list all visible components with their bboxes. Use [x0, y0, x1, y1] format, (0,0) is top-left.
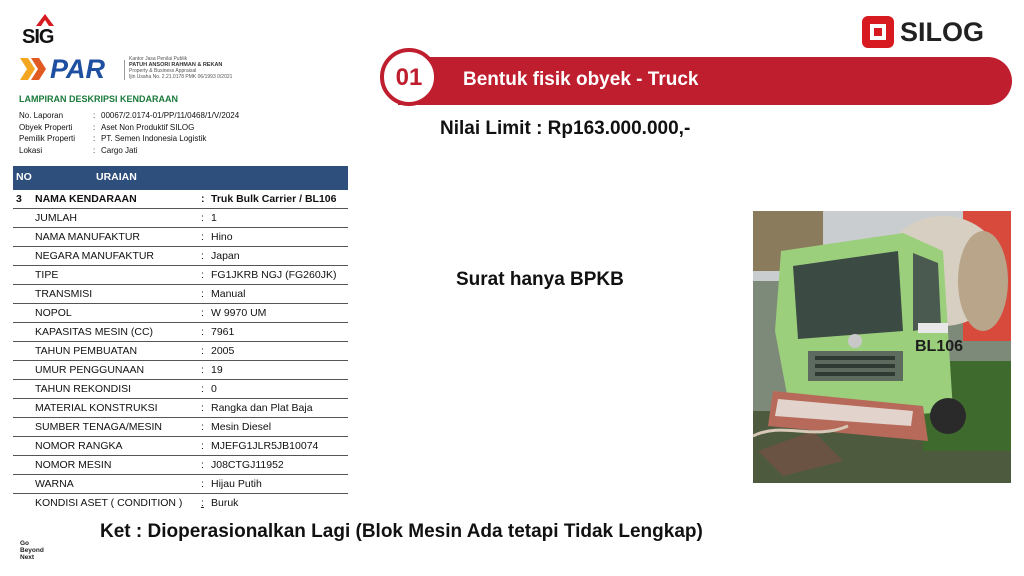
meta-row: Obyek Properti : Aset Non Produktif SILOG	[19, 122, 195, 132]
section-number: 01	[395, 64, 423, 91]
silog-logo	[862, 14, 1004, 50]
table-row: WARNA : Hijau Putih	[13, 475, 348, 494]
row-label: JUMLAH	[35, 212, 78, 224]
table-body	[13, 209, 348, 512]
sig-logo-text: SIG	[22, 26, 54, 48]
row-value: J08CTGJ11952	[211, 459, 284, 471]
row-label: TIPE	[35, 269, 59, 281]
row-value: Mesin Diesel	[211, 421, 272, 433]
limit-value: Nilai Limit : Rp163.000.000,-	[440, 118, 691, 139]
meta-key: Lokasi	[19, 145, 43, 155]
row-value: MJEFG1JLR5JB10074	[211, 440, 319, 452]
truck-photo	[753, 211, 1011, 483]
row-value: 0	[211, 383, 217, 395]
firm-line: Kantor Jasa Penilai Publik	[129, 56, 188, 62]
meta-key: Obyek Properti	[19, 122, 73, 132]
row-label: NEGARA MANUFAKTUR	[35, 250, 155, 262]
par-logo	[20, 56, 120, 84]
row-value: Hino	[211, 231, 233, 243]
firm-name: PATUH ANSORI RAHMAN & REKAN	[129, 62, 223, 68]
go-beyond-next-logo: Go Beyond Next	[20, 540, 44, 561]
meta-row: Lokasi : Cargo Jati	[19, 145, 138, 155]
row-value: W 9970 UM	[211, 307, 267, 319]
row-label: SUMBER TENAGA/MESIN	[35, 421, 162, 433]
row-value: Japan	[211, 250, 240, 262]
row-label: TRANSMISI	[35, 288, 93, 300]
table-row: TRANSMISI : Manual	[13, 285, 348, 304]
meta-value: Aset Non Produktif SILOG	[101, 122, 195, 132]
row-value: 19	[211, 364, 223, 376]
meta-value: PT. Semen Indonesia Logistik	[101, 134, 207, 143]
truck-image	[753, 211, 1011, 483]
table-row: UMUR PENGGUNAAN : 19	[13, 361, 348, 380]
meta-value: Cargo Jati	[101, 145, 138, 155]
truck-label: BL106	[915, 338, 964, 355]
logo-divider	[124, 60, 125, 80]
vehicle-spec-table	[13, 166, 348, 512]
table-row: NOPOL : W 9970 UM	[13, 304, 348, 323]
meta-value: 00067/2.0174-01/PP/11/0468/1/V/2024	[101, 111, 240, 120]
section-number-badge	[380, 48, 438, 106]
table-row: NEGARA MANUFAKTUR : Japan	[13, 247, 348, 266]
silog-mark-icon	[862, 16, 894, 48]
table-row: MATERIAL KONSTRUKSI : Rangka dan Plat Baja	[13, 399, 348, 418]
section-title: Bentuk fisik obyek - Truck	[463, 69, 699, 90]
table-row: KONDISI ASET ( CONDITION ) : Buruk	[35, 497, 239, 509]
table-row: NOMOR MESIN : J08CTGJ11952	[13, 456, 348, 475]
row-value: Hijau Putih	[211, 478, 262, 490]
row-value: Buruk	[211, 497, 239, 509]
table-row: SUMBER TENAGA/MESIN : Mesin Diesel	[13, 418, 348, 437]
silog-logo-text: SILOG	[900, 17, 985, 47]
meta-key: Pemilik Properti	[19, 134, 76, 143]
table-row: TAHUN PEMBUATAN : 2005	[13, 342, 348, 361]
table-row: KAPASITAS MESIN (CC) : 7961	[13, 323, 348, 342]
par-chevron-icon	[20, 58, 48, 80]
table-row: JUMLAH : 1	[13, 209, 348, 228]
row-value: 2005	[211, 345, 235, 357]
meta-key: No. Laporan	[19, 111, 64, 120]
table-row: NOMOR RANGKA : MJEFG1JLR5JB10074	[13, 437, 348, 456]
document-meta	[19, 110, 239, 156]
header-no: NO	[16, 171, 32, 183]
row-label: TAHUN PEMBUATAN	[35, 345, 138, 357]
row-label: MATERIAL KONSTRUKSI	[35, 402, 158, 414]
header-uraian: URAIAN	[96, 171, 137, 183]
row-value: FG1JKRB NGJ (FG260JK)	[211, 269, 337, 281]
document-note: Surat hanya BPKB	[456, 269, 624, 290]
firm-line: Property & Business Appraisal	[129, 68, 197, 74]
table-row: TIPE : FG1JKRB NGJ (FG260JK)	[13, 266, 348, 285]
row-label: NOMOR MESIN	[35, 459, 112, 471]
par-logo-text: PAR	[50, 54, 106, 84]
row-label: NAMA MANUFAKTUR	[35, 231, 141, 243]
row-label: KAPASITAS MESIN (CC)	[35, 326, 154, 338]
row-label: TAHUN REKONDISI	[35, 383, 132, 395]
table-header	[13, 166, 348, 190]
table-row: TAHUN REKONDISI : 0	[13, 380, 348, 399]
row-label: NOMOR RANGKA	[35, 440, 123, 452]
row-value: Manual	[211, 288, 246, 300]
row-label: WARNA	[35, 478, 74, 490]
row-label: UMUR PENGGUNAAN	[35, 364, 145, 376]
row-value: 7961	[211, 326, 235, 338]
firm-info	[129, 56, 232, 80]
item-number: 3	[16, 193, 22, 205]
sig-mark-icon	[36, 14, 54, 26]
sig-logo	[22, 14, 74, 48]
meta-row: Pemilik Properti : PT. Semen Indonesia Logistik	[19, 134, 207, 143]
row-value: 1	[211, 212, 217, 224]
item-value: Truk Bulk Carrier / BL106	[211, 193, 337, 205]
table-row: NAMA MANUFAKTUR : Hino	[13, 228, 348, 247]
document-title: LAMPIRAN DESKRIPSI KENDARAAN	[19, 94, 179, 104]
item-label: NAMA KENDARAAN	[35, 193, 137, 205]
table-row-vehicle-name: 3 NAMA KENDARAAN : Truk Bulk Carrier / BL106	[13, 190, 348, 209]
meta-row: No. Laporan : 00067/2.0174-01/PP/11/0468/1/V/2024	[19, 111, 240, 120]
row-value: Rangka dan Plat Baja	[211, 402, 313, 414]
firm-line: Ijin Usaha No. 2.21.0178 PMK 06/1993 0/2021	[129, 74, 233, 80]
row-label: KONDISI ASET ( CONDITION )	[35, 497, 183, 509]
row-label: NOPOL	[35, 307, 72, 319]
remarks: Ket : Dioperasionalkan Lagi (Blok Mesin Ada tetapi Tidak Lengkap)	[100, 521, 703, 542]
